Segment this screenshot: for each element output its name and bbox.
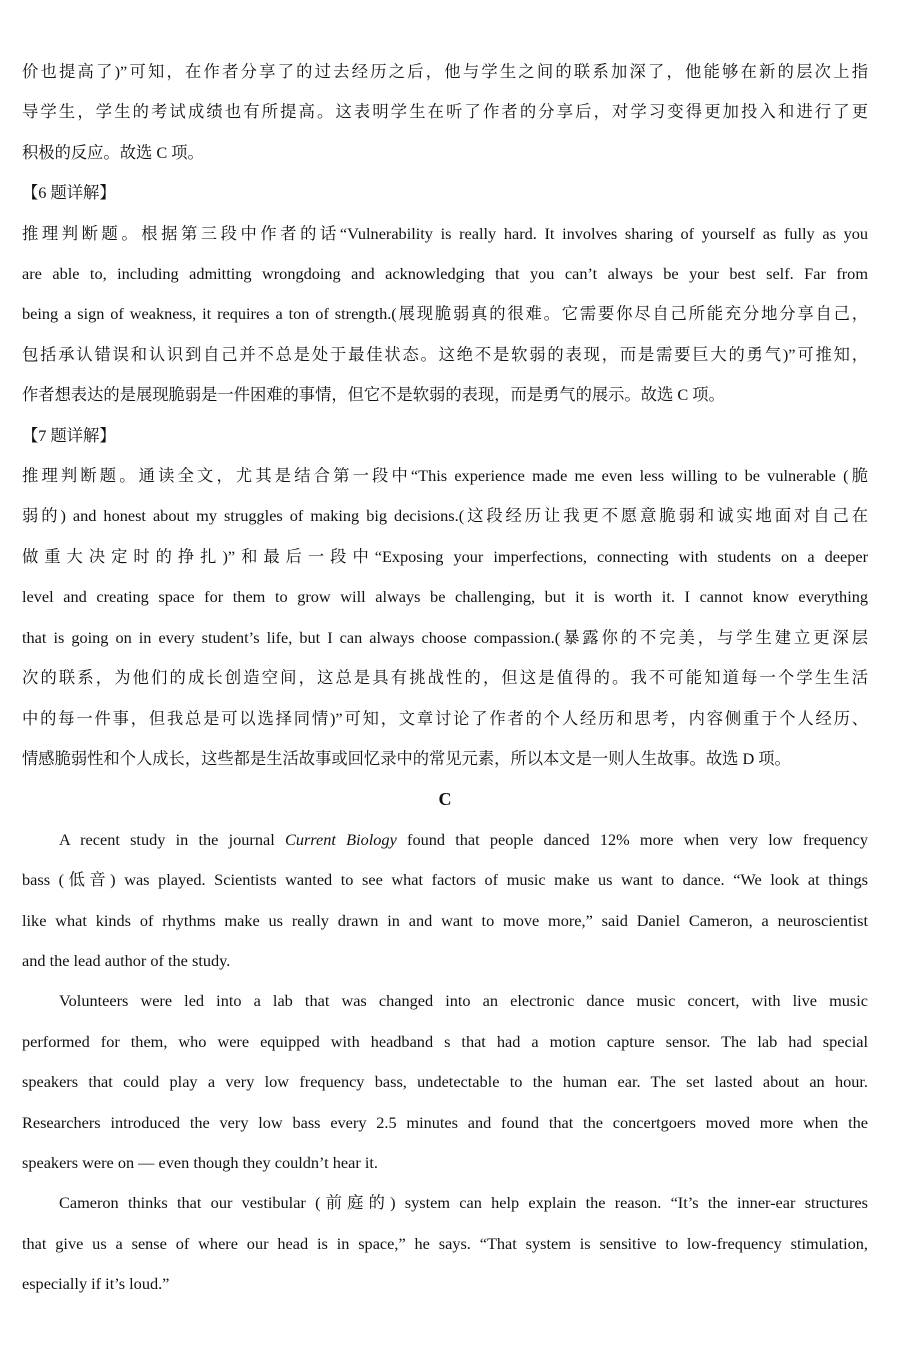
text-line: that is going on in every student’s life, but I can always choose compassion.(暴露你的不完美，与学生建立更深层 <box>22 627 868 647</box>
document-page <box>22 52 868 1305</box>
passage-paragraph-1 <box>22 820 868 982</box>
text-line: 次的联系，为他们的成长创造空间，这总是具有挑战性的，但这是值得的。我不可能知道每一个学生生活 <box>22 668 868 688</box>
text-line: speakers that could play a very low frequency bass, undetectable to the human ear. The set lasted about an hour. <box>22 1072 868 1092</box>
text-line: Cameron thinks that our vestibular (前庭的) system can help explain the reason. “It’s the inner-ear structures <box>59 1193 868 1213</box>
text-line: 价也提高了)”可知，在作者分享了的过去经历之后，他与学生之间的联系加深了，他能够在新的层次上指 <box>22 62 868 81</box>
passage-paragraph-3 <box>22 1183 868 1304</box>
text-line: 导学生，学生的考试成绩也有所提高。这表明学生在听了作者的分享后，对学习变得更加投入和进行了更 <box>22 102 868 122</box>
text-line: bass (低音) was played. Scientists wanted to see what factors of music make us want to dance. “We look at things <box>22 870 868 890</box>
text-line: speakers were on — even though they couldn’t hear it. <box>22 1152 378 1172</box>
passage-title: C <box>438 789 452 810</box>
text-fragment: found that people danced 12% more when very low frequency <box>396 829 868 849</box>
text-line <box>22 820 868 860</box>
text-line: 情感脆弱性和个人成长，这些都是生活故事或回忆录中的常见元素，所以本文是一则人生故事。故选 D 项。 <box>22 748 791 768</box>
text-line: 中的每一件事，但我总是可以选择同情)”可知，文章讨论了作者的个人经历和思考，内容侧重于个人经历、 <box>22 708 868 728</box>
text-line: performed for them, who were equipped with headband s that had a motion capture sensor. The lab had special <box>22 1031 868 1051</box>
q7-analysis <box>22 456 868 779</box>
q7-heading: 【7 题详解】 <box>22 425 116 445</box>
text-line: are able to, including admitting wrongdoing and acknowledging that you can’t always be your best self. Far from <box>22 264 868 284</box>
text-line: 做重大决定时的挣扎)”和最后一段中“Exposing your imperfections, connecting with students on a deeper <box>22 546 868 566</box>
q6-heading: 【6 题详解】 <box>22 183 116 203</box>
text-line: and the lead author of the study. <box>22 950 231 970</box>
text-fragment: A recent study in the journal <box>59 829 285 849</box>
q5-analysis-continuation <box>22 52 868 173</box>
text-line: 推理判断题。根据第三段中作者的话“Vulnerability is really hard. It involves sharing of yourself as fully as you <box>22 223 868 243</box>
text-line: like what kinds of rhythms make us really drawn in and want to move more,” said Daniel Cameron, a neuroscientist <box>22 910 868 930</box>
text-line: 包括承认错误和认识到自己并不总是处于最佳状态。这绝不是软弱的表现，而是需要巨大的勇气)”可推知， <box>22 344 868 364</box>
text-line: being a sign of weakness, it requires a ton of strength.(展现脆弱真的很难。它需要你尽自己所能充分地分享自己， <box>22 304 868 324</box>
text-line: Volunteers were led into a lab that was changed into an electronic dance music concert, with live music <box>59 991 868 1011</box>
text-line: that give us a sense of where our head is in space,” he says. “That system is sensitive to low-frequency stimulation, <box>22 1233 868 1253</box>
text-line: Researchers introduced the very low bass every 2.5 minutes and found that the concertgoers moved more when the <box>22 1112 868 1132</box>
text-line: 作者想表达的是展现脆弱是一件困难的事情，但它不是软弱的表现，而是勇气的展示。故选 C 项。 <box>22 385 725 405</box>
text-line: level and creating space for them to grow will always be challenging, but it is worth it. I cannot know everything <box>22 587 868 607</box>
text-line: 推理判断题。通读全文，尤其是结合第一段中“This experience made me even less willing to be vulnerable (脆 <box>22 466 868 486</box>
text-line: 积极的反应。故选 C 项。 <box>22 142 204 162</box>
text-line: 弱的) and honest about my struggles of making big decisions.(这段经历让我更不愿意脆弱和诚实地面对自己在 <box>22 506 868 526</box>
text-line: especially if it’s loud.” <box>22 1274 170 1294</box>
passage-paragraph-2 <box>22 981 868 1183</box>
q6-analysis <box>22 214 868 416</box>
journal-name: Current Biology <box>284 829 397 849</box>
